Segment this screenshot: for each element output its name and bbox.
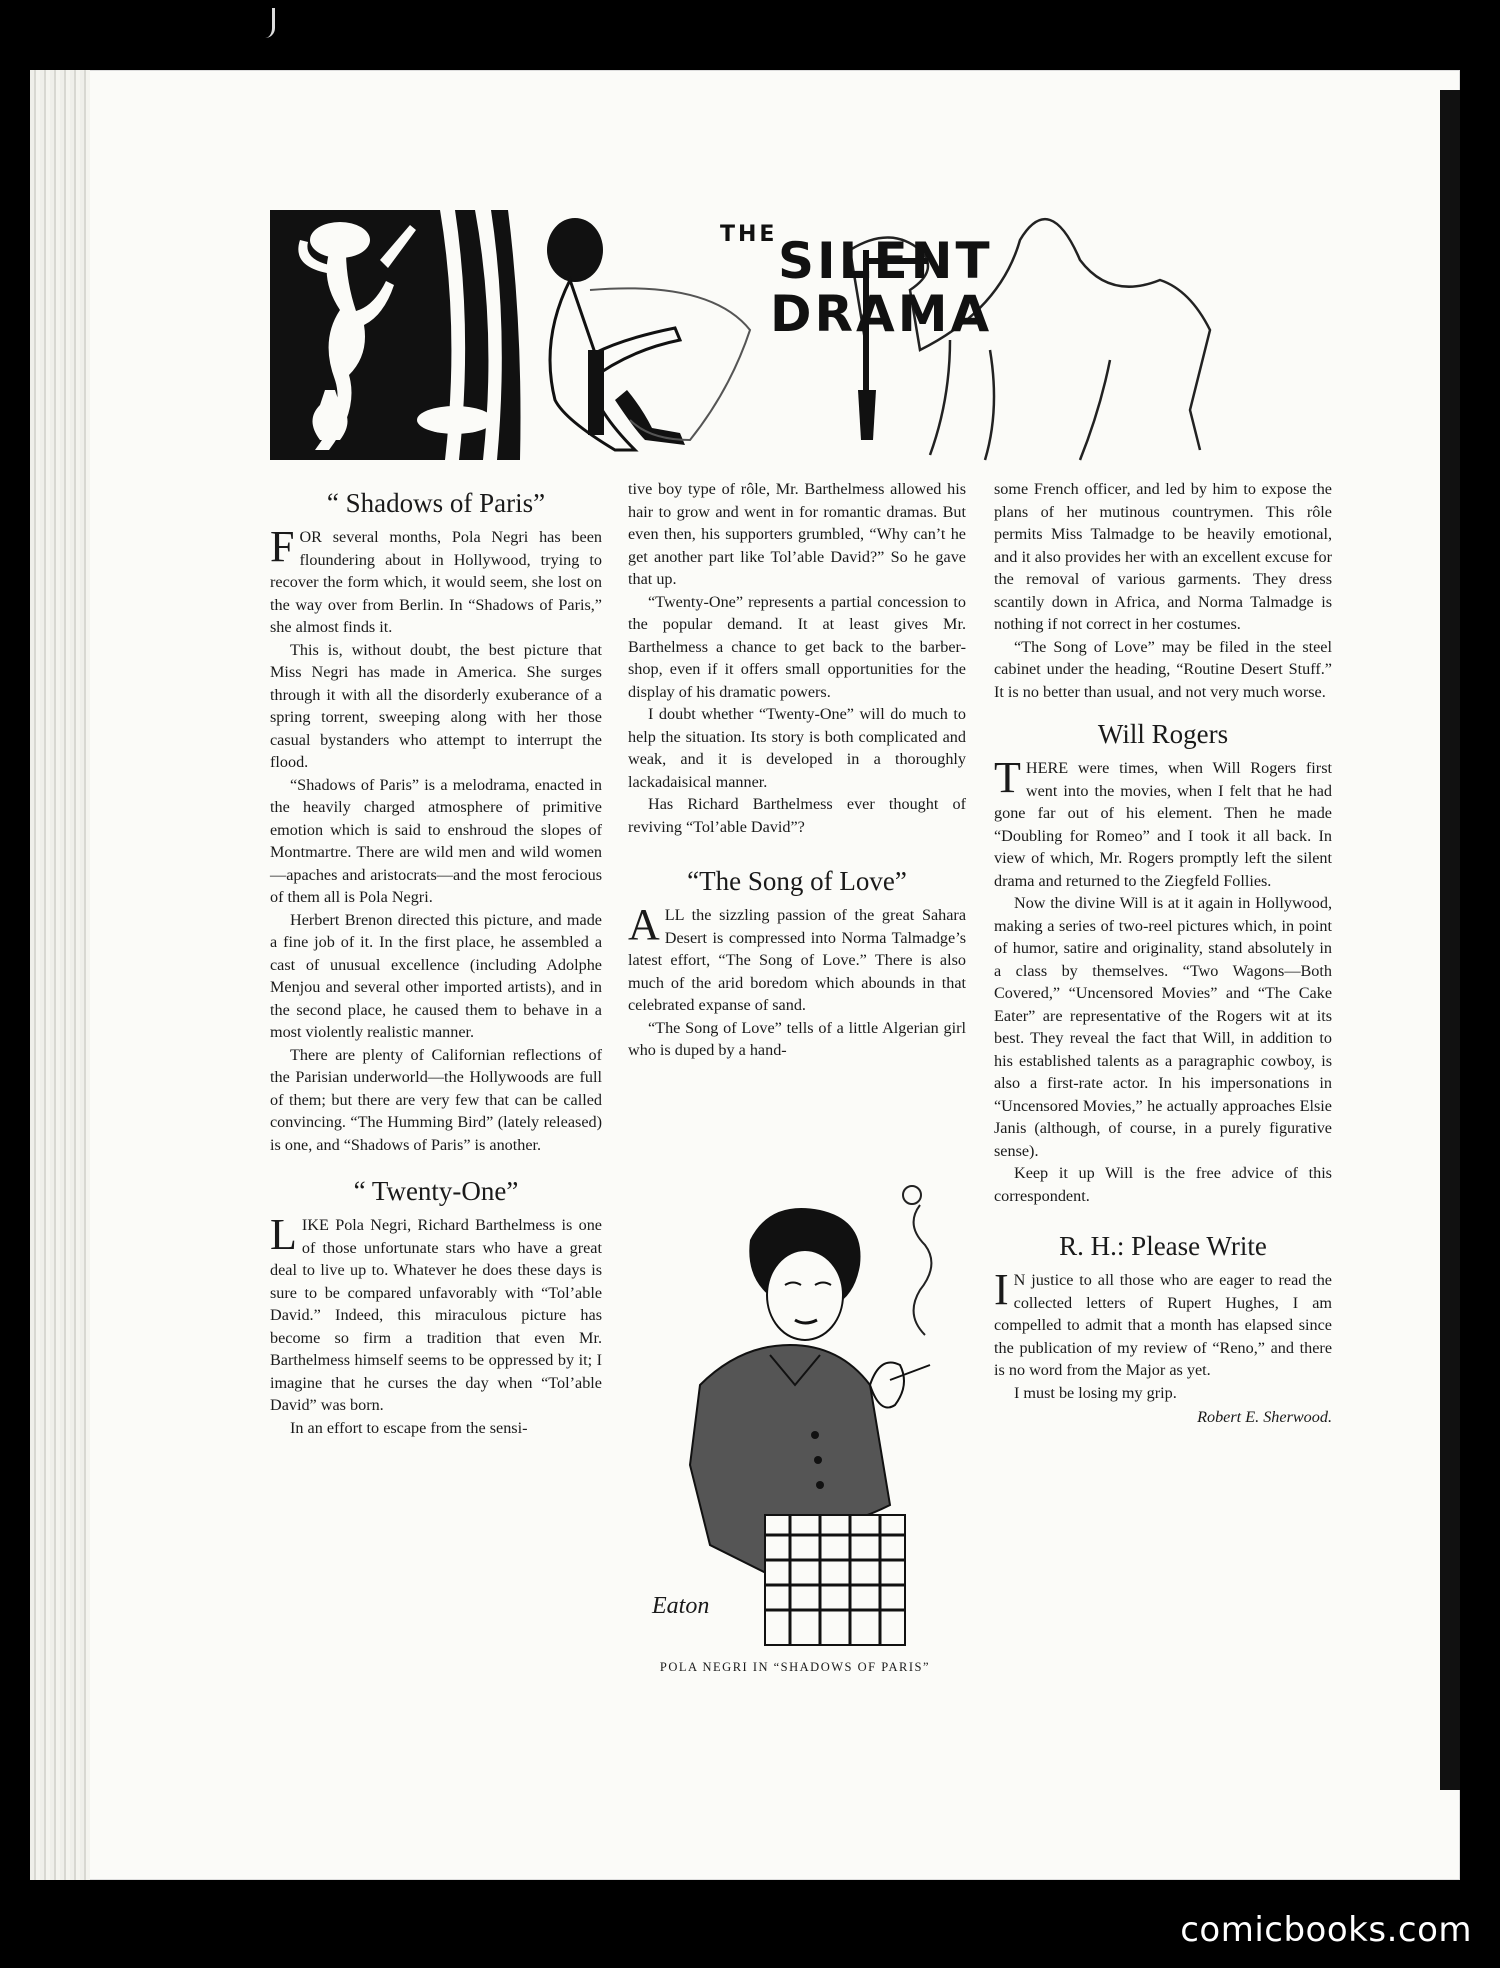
drop-cap: I — [994, 1265, 1009, 1314]
paragraph: “The Song of Love” may be filed in the steel cabinet under the heading, “Routine Desert Stuff.” It is no better than usual, and not very much worse. — [994, 637, 1332, 701]
author-signature: Robert E. Sherwood. — [1197, 1408, 1332, 1426]
paragraph: Now the divine Will is at it again in Hollywood, making a series of two-reel pictures which, in point of humor, satire and originality, stand absolutely in a class by themselves. “Two Wagons—Both Covered,” “Uncensored Movies” and “The Cake Eater” are representative of the Rogers wit at its best. They reveal the fact that Will, in addition to his established talents as a paragraphic cowboy, is also a first-rate actor. In his impersonations in “Uncensored Movies,” he actually approaches Elsie Janis (although, of course, in a purely figurative sense). — [994, 894, 1332, 1160]
paragraph: In an effort to escape from the sensi- — [290, 1418, 528, 1437]
paragraph — [994, 1265, 1332, 1382]
caricature-drawing — [640, 1185, 960, 1655]
paragraph: some French officer, and led by him to expose the plans of her mutinous countrymen. This rôle permits Miss Talmadge to be heavily emotional, and it also provides her with an excellent excuse for the removal of various garments. They dress scantily down in Africa, and Norma Talmadge is nothing if not correct in her costumes. — [994, 480, 1332, 633]
paragraph: Herbert Brenon directed this picture, and made a fine job of it. In the first place, he assembled a cast of unusual excellence (including Adolphe Menjou and several other imported artists), and in the second place, he caused them to behave in a most violently realistic manner. — [270, 910, 602, 1041]
paragraph-text: OR several months, Pola Negri has been floundering about in Hollywood, trying to recover the form which, it would seem, she lost on the way over from Berlin. In “Shadows of Paris,” she almost finds it. — [270, 528, 602, 636]
heading-twenty-one: “ Twenty-One” — [353, 1176, 519, 1206]
paragraph: Keep it up Will is the free advice of this correspondent. — [994, 1164, 1332, 1205]
heading-song-of-love: “The Song of Love” — [687, 866, 907, 896]
paragraph: I doubt whether “Twenty-One” will do much to help the situation. Its story is both complicated and weak, and it is developed in a thoroughly lackadaisical manner. — [628, 705, 966, 791]
scan-mark — [258, 8, 275, 38]
site-watermark: comicbooks.com — [1180, 1910, 1472, 1950]
paragraph-text: N justice to all those who are eager to read the collected letters of Rupert Hughes, I am compelled to admit that a month has elapsed since the publication of my review of “Reno,” and there is no word from the Major as yet. — [994, 1271, 1332, 1379]
column-3 — [994, 478, 1332, 1429]
pola-negri-caricature — [640, 1185, 960, 1655]
paragraph-text: LL the sizzling passion of the great Sahara Desert is compressed into Norma Talmadge’s latest effort, “The Song of Love.” There is also much of the arid boredom which abounds in that celebrated expanse of sand. — [628, 906, 966, 1014]
page-gutter-shadow — [1440, 90, 1460, 1790]
heading-will-rogers: Will Rogers — [1097, 719, 1229, 749]
paragraph — [994, 753, 1332, 892]
header-title-the: THE — [720, 222, 778, 247]
paragraph — [270, 1210, 602, 1417]
header-title-silent: SILENT — [778, 232, 993, 290]
drop-cap: A — [628, 900, 660, 949]
paragraph: This is, without doubt, the best picture that Miss Negri has made in America. She surges through it with all the disorderly exuberance of a spring torrent, sweeping along with her those casual bystanders who attempt to interrupt the flood. — [270, 640, 602, 771]
column-2 — [628, 478, 966, 1062]
paragraph: “The Song of Love” tells of a little Algerian girl who is duped by a hand- — [628, 1018, 966, 1059]
paragraph — [628, 900, 966, 1017]
paragraph — [270, 522, 602, 639]
paragraph: There are plenty of Californian reflections of the Parisian underworld—the Hollywoods are full of them; but there are very few that can be called convincing. “The Humming Bird” (lately released) is one, and “Shadows of Paris” is another. — [270, 1045, 602, 1154]
paragraph: tive boy type of rôle, Mr. Barthelmess allowed his hair to grow and went in for romantic dramas. But even then, his supporters grumbled, “Why can’t he get another part like Tol’able David?” So he gave that up. — [628, 480, 966, 588]
paragraph: “Shadows of Paris” is a melodrama, enacted in the heavily charged atmosphere of primitive emotion which is said to enshroud the slopes of Montmartre. There are wild men and wild women—apaches and aristocrats—and the most ferocious of them all is Pola Negri. — [270, 775, 602, 906]
drop-cap: F — [270, 522, 295, 571]
illustration-caption: POLA NEGRI IN “SHADOWS OF PARIS” — [659, 1660, 931, 1674]
artist-signature: Eaton — [652, 1593, 710, 1619]
sheik-figure — [547, 218, 750, 450]
paragraph-text: IKE Pola Negri, Richard Barthelmess is one of those unfortunate stars who have a great deal to live up to. Whatever he does these days is sure to be compared unfavorably with “Tol’able David.” Indeed, this miraculous picture has become so firm a tradition that even Mr. Barthelmess himself seems to be oppressed by it; I imagine that he curses the day when “Tol’able David” was born. — [270, 1216, 602, 1414]
header-title-drama: DRAMA — [770, 285, 993, 343]
column-1 — [270, 478, 602, 1439]
paragraph: I must be losing my grip. — [1014, 1383, 1177, 1402]
page-stack-edge — [30, 70, 90, 1880]
drum-drawing — [417, 406, 493, 434]
drop-cap: L — [270, 1210, 297, 1259]
drop-cap: T — [994, 753, 1021, 802]
paragraph: Has Richard Barthelmess ever thought of reviving “Tol’able David”? — [628, 795, 966, 836]
heading-shadows-of-paris: “ Shadows of Paris” — [326, 488, 546, 518]
paragraph: “Twenty-One” represents a partial concession to the popular demand. It at least gives Mr. Barthelmess a chance to get back to the barber-shop, even if it offers small opportunities for the display of his dramatic powers. — [628, 592, 966, 701]
heading-rh-please-write: R. H.: Please Write — [1059, 1231, 1267, 1261]
paragraph-text: HERE were times, when Will Rogers first went into the movies, when I felt that he had gone far out of his element. Then he made “Doubling for Romeo” and I took it all back. In view of which, Mr. Rogers promptly left the silent drama and returned to the Ziegfeld Follies. — [994, 759, 1332, 890]
